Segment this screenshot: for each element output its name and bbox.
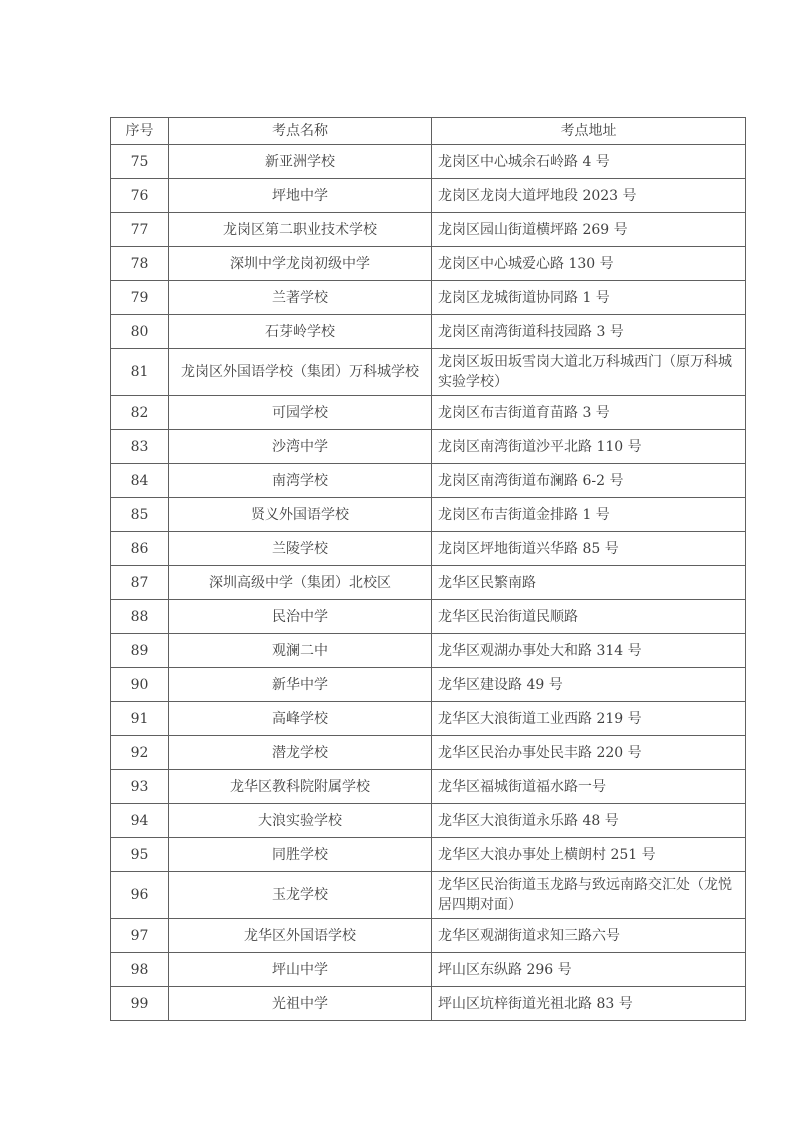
- venue-name-cell: 龙岗区第二职业技术学校: [169, 213, 432, 247]
- venue-number-cell: 75: [111, 145, 169, 179]
- venue-name-cell: 可园学校: [169, 396, 432, 430]
- venue-address-cell: 龙岗区南湾街道沙平北路 110 号: [432, 430, 746, 464]
- venue-number-cell: 90: [111, 668, 169, 702]
- venue-address-cell: 坪山区坑梓街道光祖北路 83 号: [432, 987, 746, 1021]
- venue-name-cell: 光祖中学: [169, 987, 432, 1021]
- venue-address-cell: 龙华区民治街道玉龙路与致远南路交汇处（龙悦居四期对面）: [432, 872, 746, 919]
- venue-number-cell: 81: [111, 349, 169, 396]
- venue-number-cell: 92: [111, 736, 169, 770]
- venue-address-cell: 龙岗区龙城街道协同路 1 号: [432, 281, 746, 315]
- venue-address-cell: 龙华区建设路 49 号: [432, 668, 746, 702]
- venue-name-cell: 潜龙学校: [169, 736, 432, 770]
- venue-number-cell: 87: [111, 566, 169, 600]
- venue-number-cell: 84: [111, 464, 169, 498]
- venue-name-cell: 大浪实验学校: [169, 804, 432, 838]
- table-row: [111, 600, 746, 634]
- table-row: [111, 349, 746, 396]
- venue-address-cell: 龙岗区坪地街道兴华路 85 号: [432, 532, 746, 566]
- venue-number-cell: 77: [111, 213, 169, 247]
- table-row: [111, 566, 746, 600]
- venue-address-cell: 龙岗区中心城余石岭路 4 号: [432, 145, 746, 179]
- venue-name-cell: 石芽岭学校: [169, 315, 432, 349]
- table-row: [111, 702, 746, 736]
- venue-name-cell: 玉龙学校: [169, 872, 432, 919]
- venue-number-cell: 91: [111, 702, 169, 736]
- table-row: [111, 532, 746, 566]
- venue-number-cell: 86: [111, 532, 169, 566]
- venue-number-cell: 88: [111, 600, 169, 634]
- venue-number-cell: 97: [111, 919, 169, 953]
- venue-name-cell: 兰著学校: [169, 281, 432, 315]
- venue-number-cell: 96: [111, 872, 169, 919]
- venue-name-cell: 坪地中学: [169, 179, 432, 213]
- header-venue-name: 考点名称: [169, 118, 432, 145]
- venue-address-cell: 龙华区大浪办事处上横朗村 251 号: [432, 838, 746, 872]
- table-row: [111, 145, 746, 179]
- venue-number-cell: 99: [111, 987, 169, 1021]
- table-row: [111, 247, 746, 281]
- venue-address-cell: 龙岗区坂田坂雪岗大道北万科城西门（原万科城实验学校）: [432, 349, 746, 396]
- venue-name-cell: 龙华区外国语学校: [169, 919, 432, 953]
- table-row: [111, 315, 746, 349]
- venue-address-cell: 龙岗区布吉街道育苗路 3 号: [432, 396, 746, 430]
- venue-address-cell: 龙岗区南湾街道布澜路 6-2 号: [432, 464, 746, 498]
- table-row: [111, 838, 746, 872]
- venue-number-cell: 78: [111, 247, 169, 281]
- venue-address-cell: 龙华区民治办事处民丰路 220 号: [432, 736, 746, 770]
- venue-address-cell: 龙华区福城街道福水路一号: [432, 770, 746, 804]
- table-row: [111, 281, 746, 315]
- header-venue-address: 考点地址: [432, 118, 746, 145]
- venue-name-cell: 坪山中学: [169, 953, 432, 987]
- venue-number-cell: 98: [111, 953, 169, 987]
- venue-number-cell: 93: [111, 770, 169, 804]
- venue-name-cell: 高峰学校: [169, 702, 432, 736]
- table-row: [111, 736, 746, 770]
- table-row: [111, 634, 746, 668]
- venue-address-cell: 龙华区观湖办事处大和路 314 号: [432, 634, 746, 668]
- venue-name-cell: 民治中学: [169, 600, 432, 634]
- venue-name-cell: 深圳中学龙岗初级中学: [169, 247, 432, 281]
- venue-name-cell: 南湾学校: [169, 464, 432, 498]
- venue-address-cell: 龙华区大浪街道工业西路 219 号: [432, 702, 746, 736]
- table-row: [111, 464, 746, 498]
- venue-address-cell: 龙华区观湖街道求知三路六号: [432, 919, 746, 953]
- venue-number-cell: 76: [111, 179, 169, 213]
- venue-name-cell: 新亚洲学校: [169, 145, 432, 179]
- venue-address-cell: 龙岗区中心城爱心路 130 号: [432, 247, 746, 281]
- venue-name-cell: 沙湾中学: [169, 430, 432, 464]
- venue-number-cell: 89: [111, 634, 169, 668]
- table-row: [111, 213, 746, 247]
- venue-number-cell: 95: [111, 838, 169, 872]
- venue-address-cell: 龙华区民繁南路: [432, 566, 746, 600]
- table-row: [111, 953, 746, 987]
- venue-name-cell: 龙岗区外国语学校（集团）万科城学校: [169, 349, 432, 396]
- venue-name-cell: 深圳高级中学（集团）北校区: [169, 566, 432, 600]
- venue-address-cell: 龙华区大浪街道永乐路 48 号: [432, 804, 746, 838]
- table-row: [111, 770, 746, 804]
- venue-number-cell: 80: [111, 315, 169, 349]
- table-row: [111, 430, 746, 464]
- venue-address-cell: 龙岗区龙岗大道坪地段 2023 号: [432, 179, 746, 213]
- venue-name-cell: 贤义外国语学校: [169, 498, 432, 532]
- venue-address-cell: 龙华区民治街道民顺路: [432, 600, 746, 634]
- table-row: [111, 396, 746, 430]
- venue-number-cell: 83: [111, 430, 169, 464]
- table-body: [111, 145, 746, 1021]
- exam-venues-table: [110, 117, 746, 1021]
- venue-name-cell: 观澜二中: [169, 634, 432, 668]
- table-header-row: [111, 118, 746, 145]
- venue-name-cell: 兰陵学校: [169, 532, 432, 566]
- venue-name-cell: 龙华区教科院附属学校: [169, 770, 432, 804]
- table-row: [111, 872, 746, 919]
- venue-address-cell: 坪山区东纵路 296 号: [432, 953, 746, 987]
- table-row: [111, 987, 746, 1021]
- table-row: [111, 668, 746, 702]
- venue-number-cell: 79: [111, 281, 169, 315]
- venue-number-cell: 94: [111, 804, 169, 838]
- venue-address-cell: 龙岗区园山街道横坪路 269 号: [432, 213, 746, 247]
- table-row: [111, 804, 746, 838]
- header-serial-number: 序号: [111, 118, 169, 145]
- venue-name-cell: 新华中学: [169, 668, 432, 702]
- table-row: [111, 919, 746, 953]
- table-row: [111, 498, 746, 532]
- venue-address-cell: 龙岗区布吉街道金排路 1 号: [432, 498, 746, 532]
- table-head: [111, 118, 746, 145]
- table-row: [111, 179, 746, 213]
- venue-number-cell: 85: [111, 498, 169, 532]
- venue-number-cell: 82: [111, 396, 169, 430]
- venue-address-cell: 龙岗区南湾街道科技园路 3 号: [432, 315, 746, 349]
- venue-name-cell: 同胜学校: [169, 838, 432, 872]
